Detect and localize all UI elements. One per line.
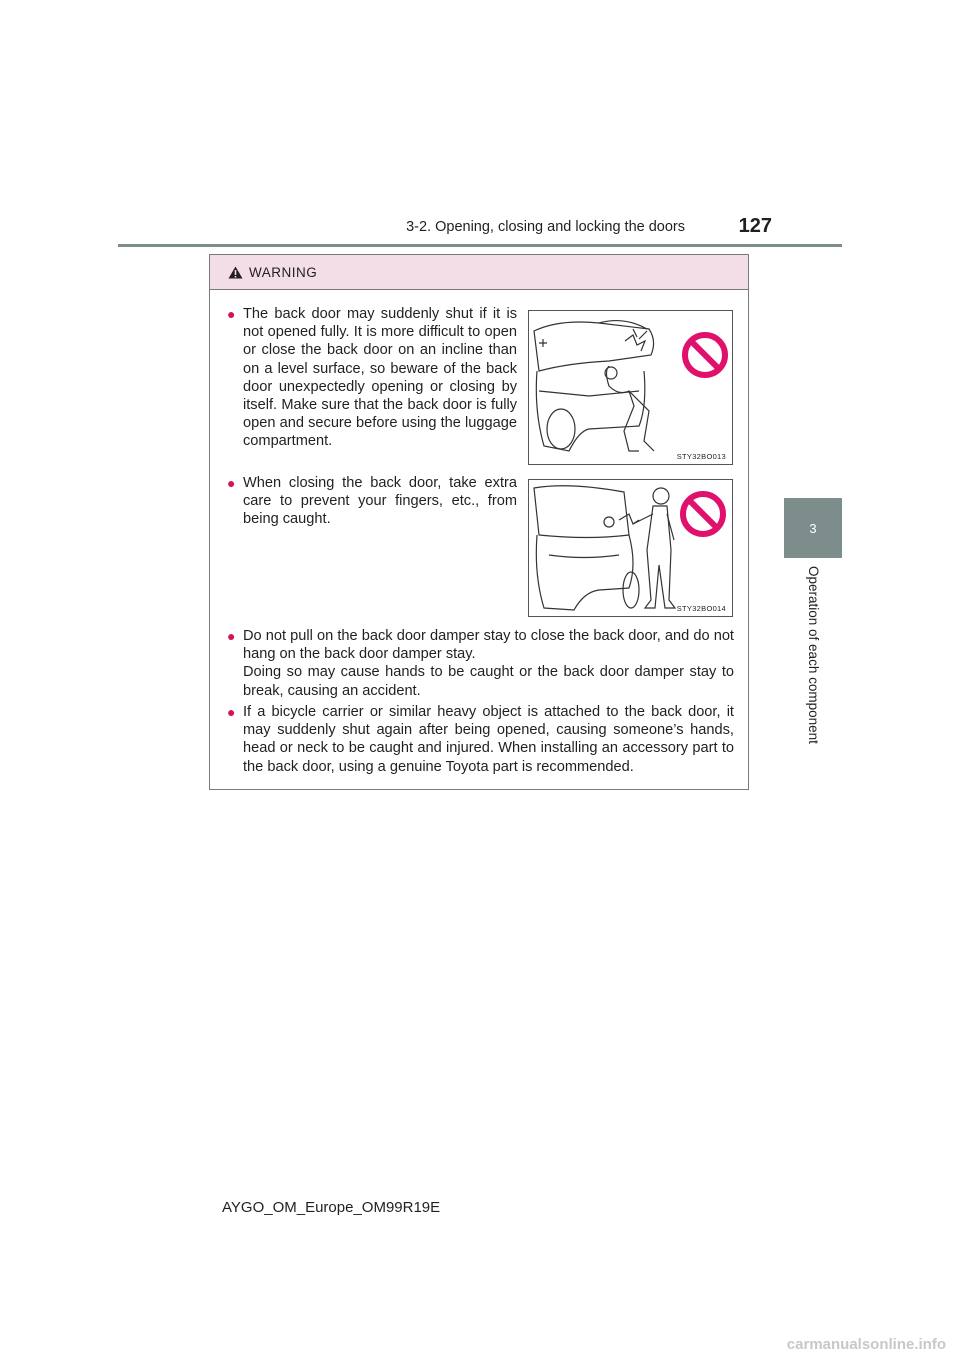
page-number: 127 bbox=[738, 215, 772, 237]
illustration-code: STY32BO014 bbox=[676, 604, 726, 613]
bullet-icon: ● bbox=[227, 628, 236, 644]
warning-item-text: If a bicycle carrier or similar heavy object is attached to the back door, it may suddenly shut again after being opened, causing someone’s hands, head or neck to be caught and injured. When installing an accessory part to the back door, using a genuine Toyota part is recommended. bbox=[243, 704, 734, 775]
warning-item-text: Doing so may cause hands to be caught or the back door damper stay to break, causing an accident. bbox=[243, 664, 734, 699]
illustration-back-door-open bbox=[528, 310, 733, 465]
illustration-closing-back-door bbox=[528, 479, 733, 617]
warning-item bbox=[225, 627, 734, 700]
bullet-icon: ● bbox=[227, 306, 236, 322]
warning-triangle-icon bbox=[228, 266, 243, 279]
warning-box bbox=[209, 254, 749, 790]
warning-item-text: The back door may suddenly shut if it is not opened fully. It is more difficult to open or close the back door on an incline than on a level surface, so beware of the back door unexpectedly opening or closing by itself. Make sure that the back door is fully open and secure before using the luggage compartment. bbox=[243, 306, 517, 450]
warning-item-text: Do not pull on the back door damper stay to close the back door, and do not hang on the back door damper stay. bbox=[243, 628, 734, 663]
document-id: AYGO_OM_Europe_OM99R19E bbox=[222, 1199, 441, 1216]
warning-header bbox=[210, 255, 748, 290]
warning-item bbox=[225, 474, 517, 529]
bullet-icon: ● bbox=[227, 704, 236, 720]
warning-title: WARNING bbox=[249, 264, 318, 280]
watermark: carmanualsonline.info bbox=[786, 1336, 946, 1353]
header-rule bbox=[118, 244, 842, 247]
prohibited-sign-icon bbox=[681, 331, 729, 379]
warning-item-text: When closing the back door, take extra care to prevent your fingers, etc., from being caught. bbox=[243, 475, 517, 528]
prohibited-sign-icon bbox=[679, 490, 727, 538]
illustration-code: STY32BO013 bbox=[676, 452, 726, 461]
chapter-tab bbox=[784, 498, 842, 558]
section-title: 3-2. Opening, closing and locking the doors bbox=[406, 219, 685, 235]
chapter-number: 3 bbox=[809, 520, 817, 536]
chapter-title: Operation of each component bbox=[806, 566, 821, 744]
warning-item bbox=[225, 703, 734, 776]
warning-item bbox=[225, 305, 517, 451]
bullet-icon: ● bbox=[227, 475, 236, 491]
